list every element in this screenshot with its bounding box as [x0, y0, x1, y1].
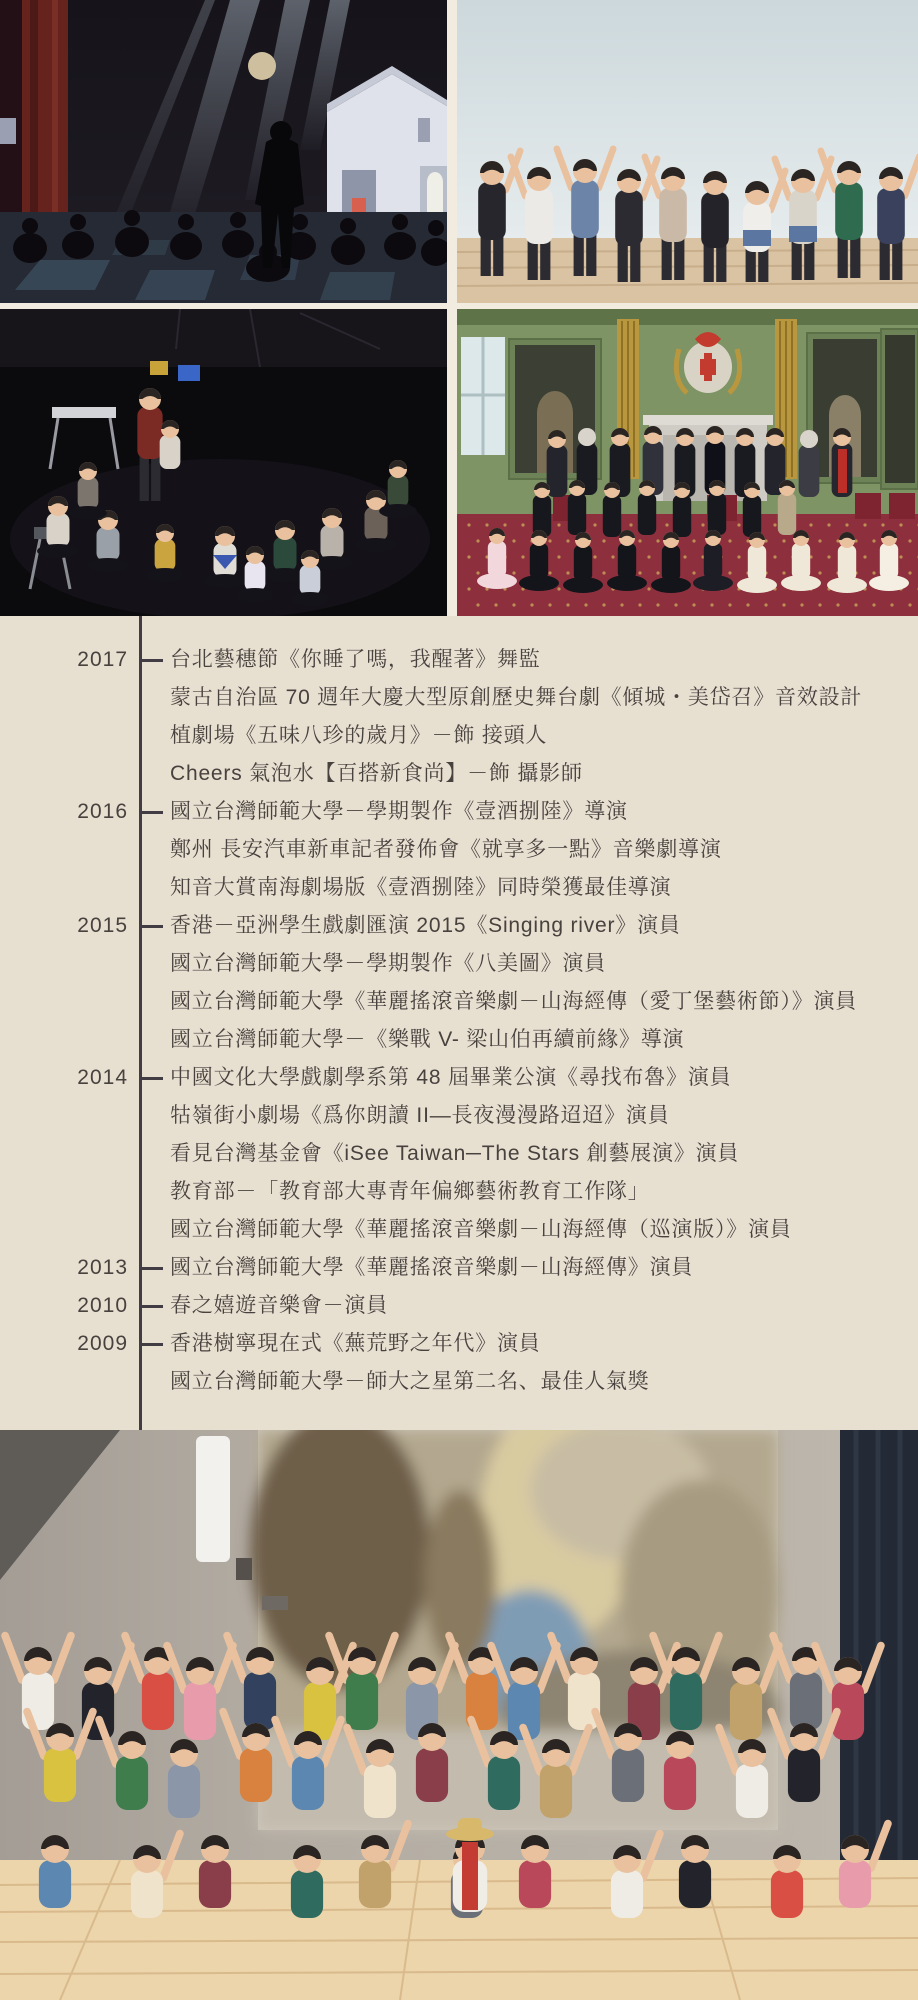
timeline-entry-text: 看見台灣基金會《iSee Taiwan─The Stars 創藝展演》演員 — [170, 1142, 740, 1165]
photo-lecture-group — [0, 1430, 918, 2000]
timeline-row — [0, 1173, 918, 1211]
timeline-row — [0, 1135, 918, 1173]
timeline-entry-text: 國立台灣師範大學《華麗搖滾音樂劇－山海經傳》演員 — [170, 1256, 694, 1279]
window — [461, 337, 505, 455]
timeline-row — [0, 945, 918, 983]
timeline-tick — [139, 1343, 163, 1346]
formal-hall-illustration — [457, 309, 918, 616]
timeline-entry-text: 香港樹寧現在式《蕪荒野之年代》演員 — [170, 1332, 541, 1355]
timeline-tick — [139, 1267, 163, 1270]
timeline-row — [0, 1363, 918, 1401]
timeline-row — [0, 641, 918, 679]
timeline-entry-text: 教育部－「教育部大專青年偏鄉藝術教育工作隊」 — [170, 1180, 650, 1203]
timeline-row — [0, 869, 918, 907]
timeline-tick — [139, 811, 163, 814]
timeline-entry-text: 蒙古自治區 70 週年大慶大型原創歷史舞台劇《傾城・美岱召》音效設計 — [170, 686, 863, 709]
photo-rehearsal-pose — [457, 0, 918, 303]
timeline-row — [0, 1059, 918, 1097]
timeline-entry-text: 牯嶺街小劇場《爲你朗讀 II—長夜漫漫路迢迢》演員 — [170, 1104, 670, 1127]
timeline-rows — [0, 641, 918, 1401]
theater-stage-illustration — [0, 0, 447, 303]
timeline-year-label: 2009 — [77, 1332, 128, 1355]
timeline-entry-text: 國立台灣師範大學－學期製作《壹酒捌陸》導演 — [170, 800, 628, 823]
timeline-tick — [139, 1305, 163, 1308]
timeline-entry-text: 中國文化大學戲劇學系第 48 屆畢業公演《尋找布魯》演員 — [170, 1066, 732, 1089]
blackbox-workshop-illustration — [0, 309, 447, 616]
timeline-row — [0, 1249, 918, 1287]
timeline-entry-text: 植劇場《五味八珍的歲月》－飾 接頭人 — [170, 724, 548, 747]
timeline-year-label: 2014 — [77, 1066, 128, 1089]
timeline-tick — [139, 1077, 163, 1080]
timeline-year-label: 2013 — [77, 1256, 128, 1279]
timeline-row — [0, 907, 918, 945]
timeline-entry-text: 香港－亞洲學生戲劇匯演 2015《Singing river》演員 — [170, 914, 681, 937]
timeline-row — [0, 1287, 918, 1325]
moon-prop — [248, 52, 276, 80]
timeline-tick — [139, 659, 163, 662]
lecture-group-illustration — [0, 1430, 918, 2000]
timeline-row — [0, 1211, 918, 1249]
timeline-entry-text: 國立台灣師範大學－《樂戰 V- 梁山伯再續前緣》導演 — [170, 1028, 685, 1051]
timeline-row — [0, 793, 918, 831]
timeline-row — [0, 1325, 918, 1363]
timeline-row — [0, 1021, 918, 1059]
photo-theater-stage — [0, 0, 447, 303]
timeline-entry-text: Cheers 氣泡水【百搭新食尚】－飾 攝影師 — [170, 762, 583, 785]
timeline-row — [0, 717, 918, 755]
timeline-entry-text: 鄭州 長安汽車新車記者發佈會《就享多一點》音樂劇導演 — [170, 838, 722, 861]
timeline-entry-text: 國立台灣師範大學－學期製作《八美圖》演員 — [170, 952, 606, 975]
timeline-entry-text: 國立台灣師範大學《華麗搖滾音樂劇－山海經傳（愛丁堡藝術節）》演員 — [170, 990, 858, 1013]
timeline-row — [0, 679, 918, 717]
timeline-entry-text: 國立台灣師範大學《華麗搖滾音樂劇－山海經傳（巡演版）》演員 — [170, 1218, 792, 1241]
timeline-row — [0, 831, 918, 869]
photo-blackbox-workshop — [0, 309, 447, 616]
rehearsal-pose-illustration — [457, 0, 918, 303]
photo-formal-hall — [457, 309, 918, 616]
timeline-entry-text: 台北藝穗節《你睡了嗎，我醒著》舞監 — [170, 648, 541, 671]
timeline-year-label: 2010 — [77, 1294, 128, 1317]
timeline-entry-text: 國立台灣師範大學－師大之星第二名、最佳人氣獎 — [170, 1370, 650, 1393]
timeline-year-label: 2016 — [77, 800, 128, 823]
timeline-year-label: 2017 — [77, 648, 128, 671]
timeline-row — [0, 755, 918, 793]
timeline-entry-text: 知音大賞南海劇場版《壹酒捌陸》同時榮獲最佳導演 — [170, 876, 672, 899]
timeline-tick — [139, 925, 163, 928]
timeline-row — [0, 1097, 918, 1135]
timeline-year-label: 2015 — [77, 914, 128, 937]
timeline-entry-text: 春之嬉遊音樂會－演員 — [170, 1294, 388, 1317]
timeline-row — [0, 983, 918, 1021]
